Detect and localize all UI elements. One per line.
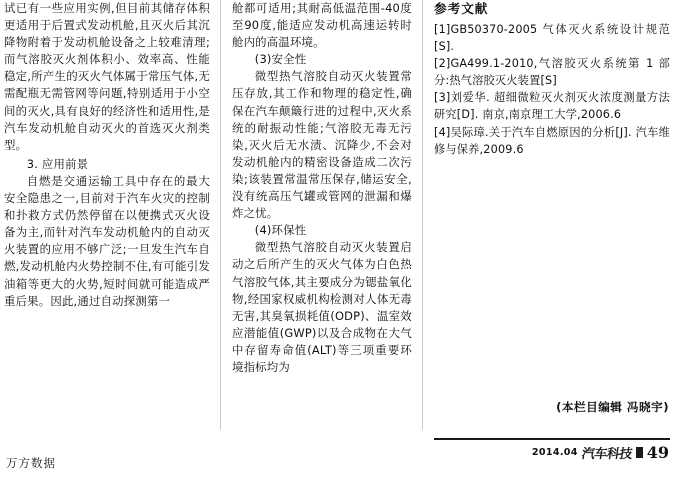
text-column-2 (232, 0, 412, 376)
paragraph: 微型热气溶胶自动灭火装置常压存放,其工作和物理的稳定性,确保在汽车颠簸行进的过程中,灭火系统的耐振动性能;气溶胶无毒无污染,灭火后无水渍、沉降少,不会对发动机舱内的精密设备造成二次污染;该装置常温常压保存,储运安全,没有统高压气罐或管网的泄漏和爆炸之忧。 (232, 69, 412, 221)
paragraph: 自燃是交通运输工具中存在的最大安全隐患之一,目前对于汽车火灾的控制和扑救方式仍然停留在以便携式灭火设备为主,而针对汽车发动机舱内的自动灭火装置的应用不够广泛;一旦发生汽车自燃,发动机舱内火势控制不住,有可能引发油箱等更大的火势,短时间就可能造成严重后果。因此,通过自动探测第一 (4, 173, 210, 308)
footer-square-icon (636, 447, 643, 458)
page-number: 49 (646, 443, 669, 462)
column-divider-2 (422, 0, 423, 430)
footer-journal-name: 汽车科技 (580, 447, 633, 462)
section-heading-application-prospect: 3. 应用前景 (26, 156, 89, 171)
reference-item: [2]GA499.1-2010,气溶胶灭火系统第 1 部分:热气溶胶灭火装置[S] (434, 57, 670, 88)
paragraph: 微型热气溶胶自动灭火装置启动之后所产生的灭火气体为白色热气溶胶气体,其主要成分为锶盐氧化物,经国家权威机构检测对人体无毒无害,其臭氧损耗值(ODP)、温室效应潜能值(GWP)以及合成物在大气中存留寿命值(ALT)等三项重要环境指标均为 (232, 240, 412, 374)
column-divider-1 (220, 0, 221, 430)
reference-item: [1]GB50370-2005 气体灭火系统设计规范[S]. (434, 23, 670, 54)
text-column-1 (4, 0, 210, 310)
footer-divider (434, 438, 670, 440)
section-heading-environmental: (4)环保性 (254, 223, 307, 238)
paragraph: 试已有一些应用实例,但目前其储存体积更适用于后置式发动机舱,且灭火后其沉降物附着于发动机舱设备之上较难清理;而气溶胶灭火剂体积小、效率高、性能稳定,所产生的灭火气体属于常压气体,无需配瓶无需管网等问题,特别适用于小空间的灭火,具有良好的经济性和适用性,是汽车发动机舱自动灭火的首选灭火剂类型。 (4, 1, 210, 152)
footer-date: 2014.04 (531, 447, 578, 458)
section-heading-safety: (3)安全性 (254, 52, 307, 67)
page-footer (532, 443, 669, 462)
references-column (434, 0, 670, 158)
watermark-wanfang: 万方数据 (6, 456, 56, 470)
paragraph: 舱都可适用;其耐高低温范围-40度至90度,能适应发动机高速运转时舱内的高温环境。 (232, 1, 412, 50)
references-title: 参考文献 (434, 1, 489, 16)
reference-item: [3]刘爱华. 超细微粒灭火剂灭火浓度测量方法研究[D]. 南京,南京理工大学,2006.6 (434, 91, 670, 122)
editor-credit: (本栏目编辑 冯晓宇) (556, 400, 669, 414)
reference-item: [4]吴际璋.关于汽车自燃原因的分析[J]. 汽车维修与保养,2009.6 (434, 125, 670, 156)
